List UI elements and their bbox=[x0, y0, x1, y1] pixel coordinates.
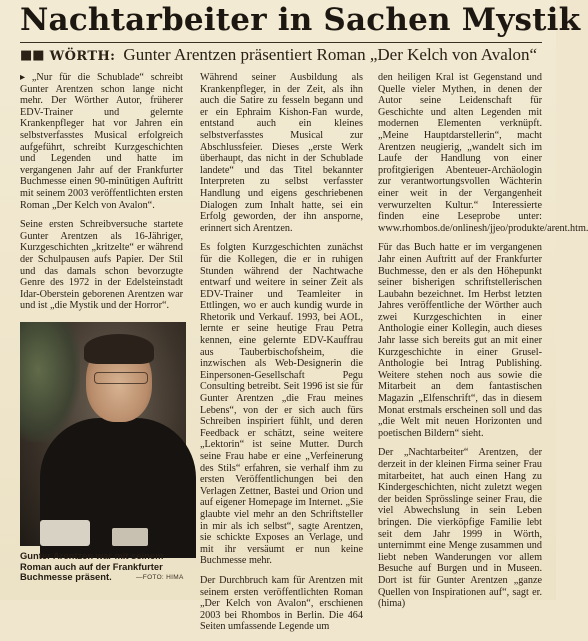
subheadline-text: Gunter Arentzen präsentiert Roman „Der Kelch von Avalon“ bbox=[123, 45, 538, 64]
dateline-location: WÖRTH: bbox=[49, 49, 116, 64]
author-photo bbox=[20, 322, 186, 546]
paragraph: Für das Buch hatte er im vergangenen Jahr einen Auftritt auf der Frankfurter Buchmesse, den er als den Höhepunkt seiner bisherigen schriftstellerischen Laubahn bezeichnet. Im Herbst letzten Jahres veröffentliche der Wörther auch zwei Kurzgeschichten in einer Anthologie einer Kollegin, auch dieses Jahr lasse sich bereits gut an mit einer Kurzgeschichte in einer Grusel-Anthologie bei Intrag Publishing. Weitere stehen noch aus sowie die Mitarbeit an dem fantastischen Magazin „Elfenschrift“, das in diesem Monat erstmals erscheinen soll und das „die Welt mit neuen Horizonten und poetischen Bildern“ sieht. bbox=[378, 242, 542, 439]
article-column-1 bbox=[20, 72, 183, 320]
paragraph: Während seiner Ausbildung als Krankenpfleger, in der Zeit, als ihn auch die Satire zu fesseln begann und er ein Ephraim Kishon-Fan wurde, entstand auch ein kleines selbstverfasstes Musical zur Abschlussfeier. Dieses „erste Werk überhaupt, das nicht in der Schublade landete“ und das Titel bekannter Interpreten zu selbst verfasster Handlung und eigens geschriebenen Dialogen zum Inhalt hatte, sei ein Erfolg geworden, der ihn ansporne, erinnert sich Arentzen. bbox=[200, 72, 363, 234]
paragraph: Es folgten Kurzgeschichten zunächst für die Kollegen, die er in ruhigen Stunden während der Nachtwache entwarf und weitere in seiner Zeit als EDV-Trainer und Teamleiter in Ettlingen, wo er auch kundig wurde in Rhetorik und Verkauf. 1993, bei AOL, lernte er seine heutige Frau Petra kennen, eine gelernte EDV-Kauffrau aus Tauberbischofsheim, die inzwischen als Web-Designerin die Einpersonen-Gesellschaft Pegu Consulting betreibt. Seit 1996 ist sie für Gunter Arentzen „die Frau meines Lebens“, von der er sich auch fürs Schreiben inspiriert fühlt, und deren Feedback er schätzt, seine weitere „Lektorin“ ist seine Mutter. Durch seine Frau habe er eine „Verfeinerung des Stils“ erfahren, sie verhalf ihm zu ersten Veröffentlichungen bei den Verlagen Zettner, Bastei und Orion und auf eigener Homepage im Internet. „Sie glaubte viel mehr an den Schriftsteller in mir als ich selbst“, sagte Arentzen, sie schickte Exposes an Verlage, und mit ihr versäumt er nun keine Buchmesse mehr. bbox=[200, 242, 363, 567]
paragraph: den heiligen Kral ist Gegenstand und Quelle vieler Mythen, in denen der Autor seine Leidenschaft für Geschichte und alten Legenden mit modernen Elementen verknüpft. „Meine Hauptdarstellerin“, macht Arentzen neugierig, „wandelt sich im Laufe der Handlung von einer profitgierigen Abenteuer-Archäologin zur verantwortungsvollen Wächterin einer weit in der Vergangenheit verwurzelten Kultur.“ Interessierte finden eine Leseprobe unter: www.rhombos.de/onlinesh/jjeo/produkte/arent.htm. bbox=[378, 72, 588, 234]
section-marker-icon: ■■ bbox=[20, 48, 45, 63]
paragraph: Seine ersten Schreibversuche startete Gunter Arentzen als 16-Jähriger, Kurzgeschichten „kritzelte“ er während der Schulpausen aufs Papier. Der Stil und das damals schon bevorzugte Genre des 1972 in der Edelsteinstadt Idar-Oberstein geborenen Arentzen war und ist „die Mystik und der Horror“. bbox=[20, 219, 183, 312]
photo-caption: Gunter Arentzen war mit seinem Roman auch auf der Frankfurter Buchmesse präsent. bbox=[20, 550, 164, 583]
person-hair bbox=[84, 334, 154, 364]
glasses-icon bbox=[94, 372, 148, 384]
headline: Nachtarbeiter in Sachen Mystik bbox=[20, 2, 581, 38]
headline-divider bbox=[20, 42, 542, 43]
photo-credit: —FOTO: HIMA bbox=[136, 574, 184, 581]
paragraph: Der Durchbruch kam für Arentzen mit seinem ersten veröffentlichten Roman „Der Kelch von Avalon“, erschienen 2003 bei Rhombos in Berlin. Die 464 Seiten umfassende Legende um bbox=[200, 574, 363, 633]
article-column-2 bbox=[200, 72, 363, 641]
subheadline bbox=[20, 45, 550, 67]
cup-icon bbox=[112, 528, 148, 546]
paragraph: ▸ „Nur für die Schublade“ schreibt Gunter Arentzen schon lange nicht mehr. Der Wörther Autor, früherer EDV-Trainer und gelernte Krankenpfleger hat vor Jahren ein selbstverfasstes Musical erfolgreich aufgeführt, schreibt Kurzgeschichten und Legenden und hatte im vergangenen Jahr auf der Frankfurter Buchmesse einen 90-minütigen Auftritt mit seinem 2003 veröffentlichten ersten Roman „Der Kelch von Avalon“. bbox=[20, 72, 183, 211]
article-column-3 bbox=[378, 72, 588, 618]
cup-icon bbox=[40, 520, 90, 546]
paragraph: Der „Nachtarbeiter“ Arentzen, der derzeit in der kleinen Firma seiner Frau mitarbeitet, hat auch einen Hang zu Kindergeschichten, nicht zuletzt wegen der beiden Sprösslinge seiner Frau, die viel Abwechslung in sein Leben bringen. Die vierköpfige Familie lebt seit dem Jahr 1999 in Wörth, unternimmt eine Menge zusammen und liebt neben Wanderungen vor allem Besuche auf Burgen und in Museen. Dort ist für Gunter Arentzen „ganze Quellen von Inspirationen auf“, sagt er. (hima) bbox=[378, 447, 542, 610]
